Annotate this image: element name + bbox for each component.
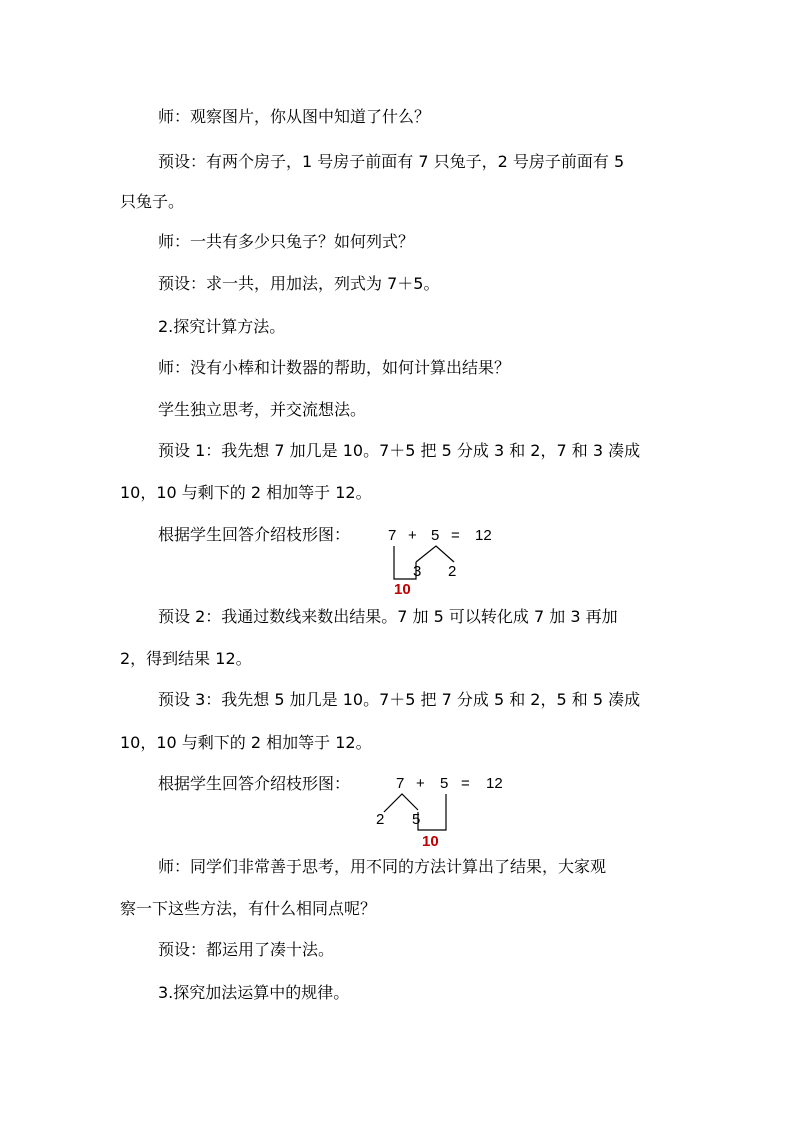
split-right: 5 — [412, 811, 421, 828]
paragraph: 预设 1：我先想 7 加几是 10。7＋5 把 5 分成 3 和 2，7 和 3 凑成 — [158, 441, 641, 460]
plus-sign: + — [416, 775, 425, 792]
ten-label: 10 — [394, 581, 411, 598]
paragraph: 根据学生回答介绍枝形图： — [158, 774, 351, 793]
paragraph: 师：同学们非常善于思考，用不同的方法计算出了结果，大家观 — [158, 857, 607, 876]
section-heading: 2.探究计算方法。 — [158, 317, 286, 336]
paragraph: 预设：求一共，用加法，列式为 7＋5。 — [158, 274, 440, 293]
paragraph: 师：观察图片，你从图中知道了什么？ — [158, 107, 431, 126]
split-left: 3 — [413, 563, 422, 580]
paragraph: 根据学生回答介绍枝形图： — [158, 525, 351, 544]
addend-b: 5 — [431, 527, 440, 544]
paragraph: 10，10 与剩下的 2 相加等于 12。 — [120, 733, 372, 752]
branch-diagram-1 — [380, 524, 510, 600]
paragraph: 预设：有两个房子，1 号房子前面有 7 只兔子，2 号房子前面有 5 — [158, 152, 625, 171]
ten-label: 10 — [422, 833, 439, 850]
split-left: 2 — [376, 811, 385, 828]
plus-sign: + — [408, 527, 417, 544]
paragraph: 察一下这些方法，有什么相同点呢？ — [120, 899, 377, 918]
paragraph: 预设 3：我先想 5 加几是 10。7＋5 把 7 分成 5 和 2，5 和 5 凑成 — [158, 690, 641, 709]
addend-a: 7 — [388, 527, 397, 544]
paragraph: 师：没有小棒和计数器的帮助，如何计算出结果？ — [158, 358, 511, 377]
paragraph: 预设 2：我通过数线来数出结果。7 加 5 可以转化成 7 加 3 再加 — [158, 607, 618, 626]
paragraph: 学生独立思考，并交流想法。 — [158, 400, 367, 419]
addend-a: 7 — [396, 775, 405, 792]
branch-diagram-2 — [372, 772, 512, 852]
addend-b: 5 — [440, 775, 449, 792]
equals-sign: = — [451, 527, 460, 544]
paragraph: 只兔子。 — [120, 192, 185, 211]
section-heading: 3.探究加法运算中的规律。 — [158, 983, 350, 1002]
result: 12 — [486, 775, 503, 792]
paragraph: 10，10 与剩下的 2 相加等于 12。 — [120, 483, 372, 502]
paragraph: 预设：都运用了凑十法。 — [158, 940, 335, 959]
split-line — [384, 794, 418, 812]
bracket-line — [418, 794, 446, 830]
split-line — [416, 546, 454, 562]
result: 12 — [475, 527, 492, 544]
split-right: 2 — [448, 563, 457, 580]
paragraph: 师：一共有多少只兔子？如何列式？ — [158, 232, 415, 251]
paragraph: 2，得到结果 12。 — [120, 649, 252, 668]
equals-sign: = — [461, 775, 470, 792]
